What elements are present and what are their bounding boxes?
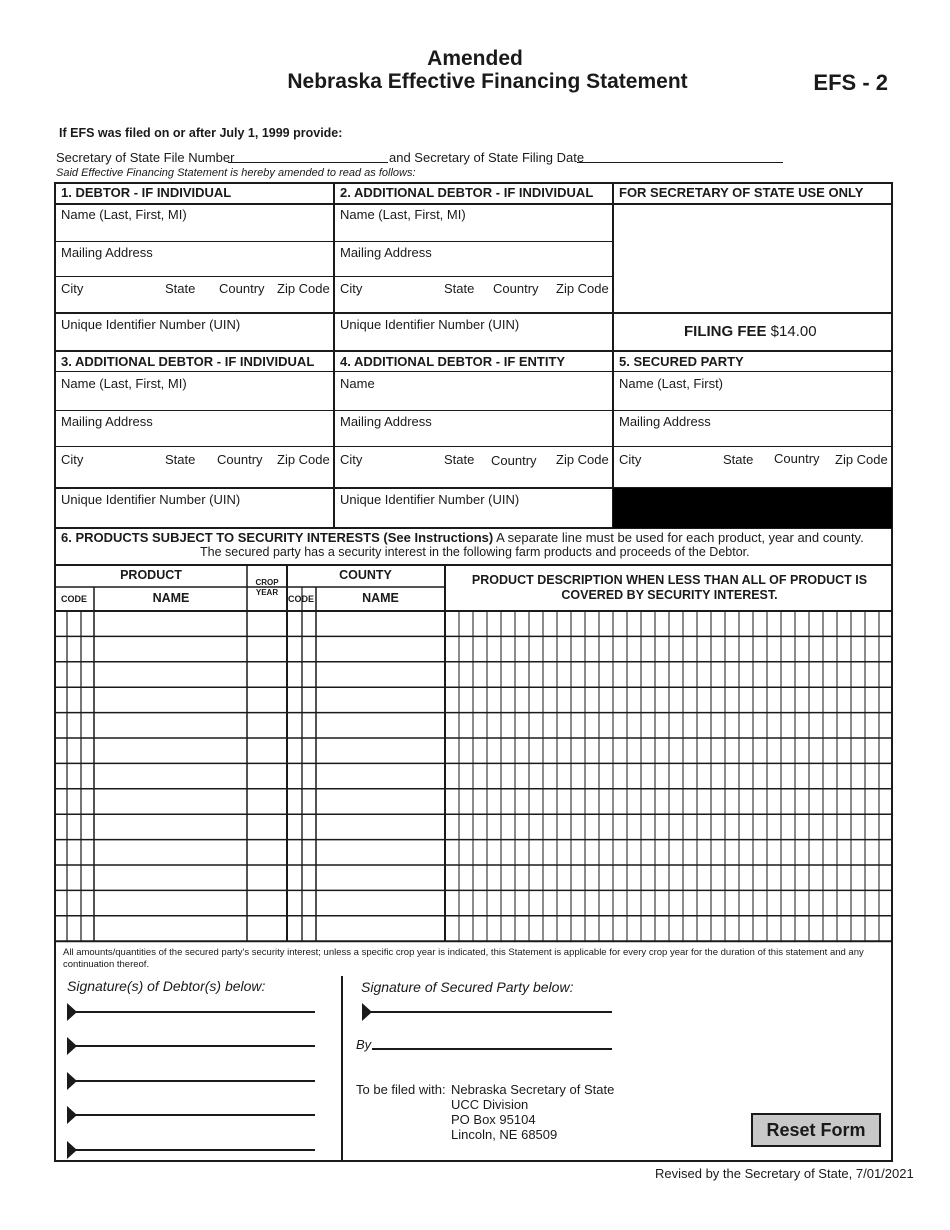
section3-header: 3. ADDITIONAL DEBTOR - IF INDIVIDUAL (61, 354, 315, 369)
product-code-header: CODE (60, 594, 87, 604)
debtor1-state-field[interactable]: State (165, 281, 196, 296)
reset-form-button[interactable]: Reset Form (751, 1113, 881, 1147)
debtor2-city-field[interactable]: City (340, 281, 363, 296)
efs-condition: If EFS was filed on or after July 1, 1999 provide: (59, 126, 343, 140)
form-number: EFS - 2 (813, 70, 888, 95)
debtor4-state-field[interactable]: State (444, 452, 475, 467)
section6-title: 6. PRODUCTS SUBJECT TO SECURITY INTERESTS (See Instructions) (61, 530, 494, 545)
by-signature-line[interactable] (372, 1048, 612, 1050)
debtor2-country-field[interactable]: Country (493, 281, 539, 296)
debtor4-uin-field[interactable]: Unique Identifier Number (UIN) (340, 492, 520, 507)
footnote-line1: All amounts/quantities of the secured party's security interest; unless a specific crop year is indicated, this Statement is applicable for every crop year for the duration of this statement and any (63, 947, 864, 958)
revised-note: Revised by the Secretary of State, 7/01/2021 (655, 1166, 914, 1181)
debtor1-zip-field[interactable]: Zip Code (277, 281, 330, 296)
section4-header: 4. ADDITIONAL DEBTOR - IF ENTITY (340, 354, 566, 369)
section6-instructions: A separate line must be used for each product, year and county. (496, 530, 864, 545)
footnote-line2: continuation thereof. (63, 959, 150, 970)
debtor-signature-line-2[interactable] (67, 1045, 315, 1047)
filed-with-label: To be filed with: (356, 1082, 446, 1097)
section6-subtext: The secured party has a security interest in the following farm products and proceeds of the Debtor. (200, 545, 750, 559)
debtor4-country-field[interactable]: Country (491, 453, 537, 468)
debtor3-state-field[interactable]: State (165, 452, 196, 467)
debtor-signature-line-1[interactable] (67, 1011, 315, 1013)
section1-header: 1. DEBTOR - IF INDIVIDUAL (61, 185, 232, 200)
sos-use-header: FOR SECRETARY OF STATE USE ONLY (619, 185, 864, 200)
debtor2-address-field[interactable]: Mailing Address (340, 245, 432, 260)
debtor3-zip-field[interactable]: Zip Code (277, 452, 330, 467)
debtor3-address-field[interactable]: Mailing Address (61, 414, 153, 429)
debtor4-name-field[interactable]: Name (340, 376, 375, 391)
debtor1-city-field[interactable]: City (61, 281, 84, 296)
debtor-signature-line-3[interactable] (67, 1080, 315, 1082)
debtor-signature-line-5[interactable] (67, 1149, 315, 1151)
debtor1-uin-field[interactable]: Unique Identifier Number (UIN) (61, 317, 241, 332)
debtor1-name-field[interactable]: Name (Last, First, MI) (61, 207, 187, 222)
filed-with-line3: PO Box 95104 (451, 1112, 536, 1127)
debtor3-country-field[interactable]: Country (217, 452, 263, 467)
secured-name-field[interactable]: Name (Last, First) (619, 376, 724, 391)
description-header-line1: PRODUCT DESCRIPTION WHEN LESS THAN ALL OF PRODUCT IS (471, 573, 868, 587)
filed-with-line2: UCC Division (451, 1097, 529, 1112)
county-header: COUNTY (339, 568, 392, 582)
debtor1-country-field[interactable]: Country (219, 281, 265, 296)
secured-address-field[interactable]: Mailing Address (619, 414, 711, 429)
secured-country-field[interactable]: Country (774, 451, 820, 466)
filing-fee-label: FILING FEE (684, 323, 767, 340)
debtor3-city-field[interactable]: City (61, 452, 84, 467)
filed-with-line1: Nebraska Secretary of State (451, 1082, 615, 1097)
secured-signature-line[interactable] (362, 1011, 612, 1013)
county-name-header: NAME (362, 591, 399, 605)
debtor2-zip-field[interactable]: Zip Code (556, 281, 609, 296)
secured-city-field[interactable]: City (619, 452, 642, 467)
product-header: PRODUCT (120, 568, 182, 582)
debtor2-name-field[interactable]: Name (Last, First, MI) (340, 207, 466, 222)
by-label: By (356, 1037, 372, 1052)
filed-with-line4: Lincoln, NE 68509 (451, 1127, 558, 1142)
filing-fee-value: $14.00 (770, 323, 817, 340)
debtor-signature-label: Signature(s) of Debtor(s) below: (67, 978, 266, 994)
secured-state-field[interactable]: State (723, 452, 754, 467)
county-code-header: CODE (287, 594, 314, 604)
form-title-amended: Amended (427, 47, 523, 70)
section2-header: 2. ADDITIONAL DEBTOR - IF INDIVIDUAL (340, 185, 594, 200)
product-name-header: NAME (152, 591, 190, 605)
description-header-line2: COVERED BY SECURITY INTEREST. (561, 588, 778, 602)
debtor3-name-field[interactable]: Name (Last, First, MI) (61, 376, 187, 391)
debtor4-address-field[interactable]: Mailing Address (340, 414, 432, 429)
file-number-label: Secretary of State File Number (56, 150, 235, 165)
form-title: Nebraska Effective Financing Statement (287, 70, 688, 93)
crop-header: CROP (255, 578, 279, 587)
secured-signature-label: Signature of Secured Party below: (361, 979, 574, 995)
section5-header: 5. SECURED PARTY (619, 354, 744, 369)
year-header: YEAR (255, 588, 279, 597)
debtor-signature-line-4[interactable] (67, 1114, 315, 1116)
amended-note: Said Effective Financing Statement is hereby amended to read as follows: (56, 167, 416, 179)
signature-divider (341, 976, 343, 1162)
secured-zip-field[interactable]: Zip Code (835, 452, 888, 467)
debtor4-zip-field[interactable]: Zip Code (556, 452, 609, 467)
debtor3-uin-field[interactable]: Unique Identifier Number (UIN) (61, 492, 241, 507)
debtor2-state-field[interactable]: State (444, 281, 475, 296)
debtor2-uin-field[interactable]: Unique Identifier Number (UIN) (340, 317, 520, 332)
debtor4-city-field[interactable]: City (340, 452, 363, 467)
filing-date-label: and Secretary of State Filing Date (389, 150, 585, 165)
debtor1-address-field[interactable]: Mailing Address (61, 245, 153, 260)
